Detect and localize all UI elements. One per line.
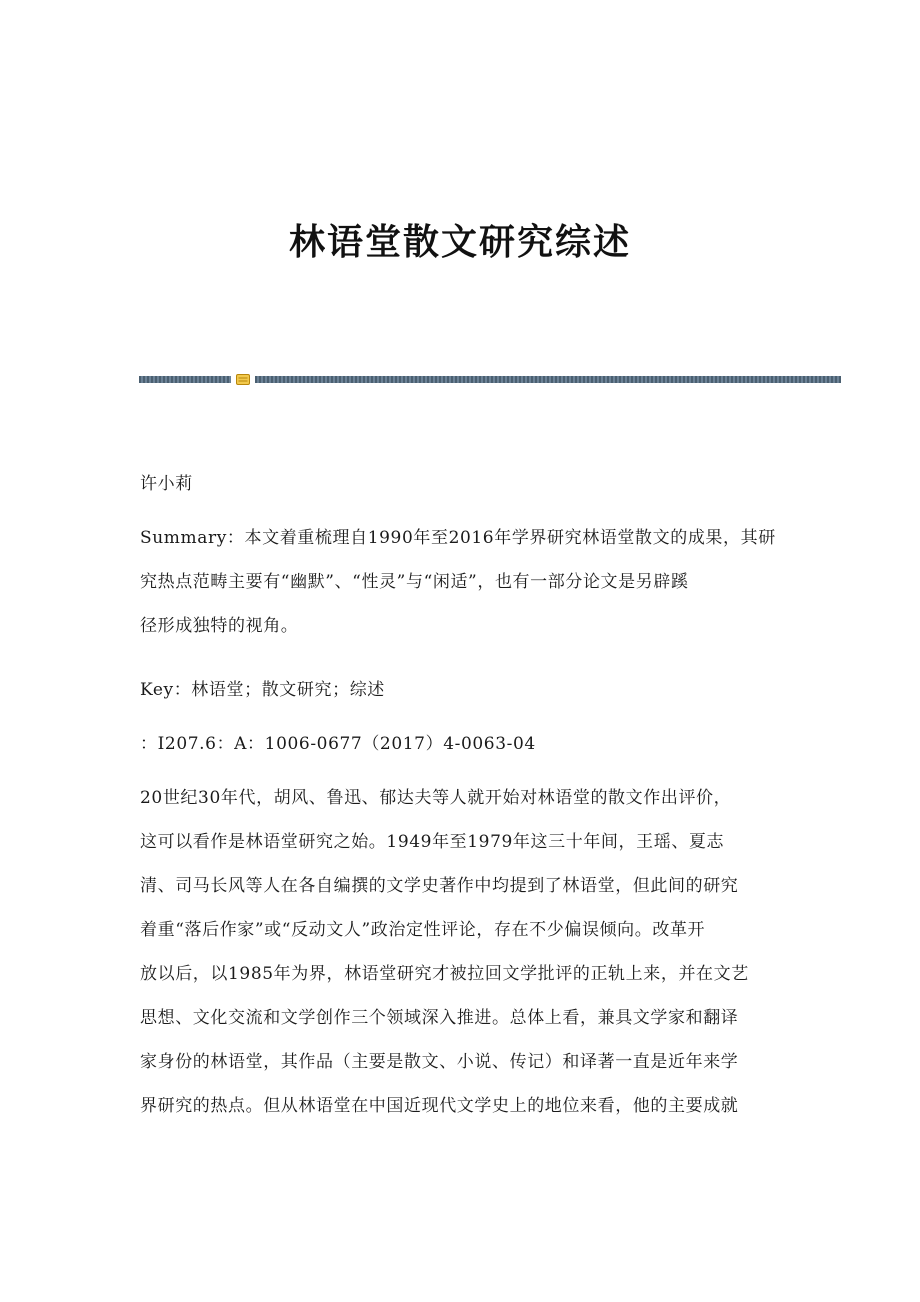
summary-line: 径形成独特的视角。 [140,616,299,636]
document-title: 林语堂散文研究综述 [288,221,631,263]
summary-line: Summary：本文着重梳理自1990年至2016年学界研究林语堂散文的成果，其研 [140,528,776,548]
divider-bar-right [255,376,841,383]
paragraph-line: 思想、文化交流和文学创作三个领域深入推进。总体上看，兼具文学家和翻译 [140,1008,739,1028]
paragraph-line: 着重“落后作家”或“反动文人”政治定性评论，存在不少偏误倾向。改革开 [140,920,706,940]
paragraph-line: 清、司马长风等人在各自编撰的文学史著作中均提到了林语堂，但此间的研究 [140,876,739,896]
title-divider [139,374,841,384]
paragraph-line: 界研究的热点。但从林语堂在中国近现代文学史上的地位来看，他的主要成就 [140,1096,739,1116]
classification-block [140,722,780,766]
author-name [140,462,780,506]
summary-line: 究热点范畴主要有“幽默”、“性灵”与“闲适”，也有一部分论文是另辟蹊 [140,572,689,592]
paragraph-line: 家身份的林语堂，其作品（主要是散文、小说、传记）和译著一直是近年来学 [140,1052,739,1072]
paragraph-line: 20世纪30年代，胡风、鲁迅、郁达夫等人就开始对林语堂的散文作出评价， [140,788,732,808]
summary-block [140,516,780,648]
paragraph-line: 这可以看作是林语堂研究之始。1949年至1979年这三十年间，王瑶、夏志 [140,832,725,852]
body-paragraph [140,776,780,1128]
decorative-ornament-icon [236,374,250,385]
divider-bar-left [139,376,231,383]
author-line: 许小莉 [140,474,193,494]
keywords-block [140,668,780,712]
classification-line: ：I207.6：A：1006-0677（2017）4-0063-04 [140,734,536,754]
keywords-line: Key：林语堂；散文研究；综述 [140,680,385,700]
paragraph-line: 放以后，以1985年为界，林语堂研究才被拉回文学批评的正轨上来，并在文艺 [140,964,749,984]
